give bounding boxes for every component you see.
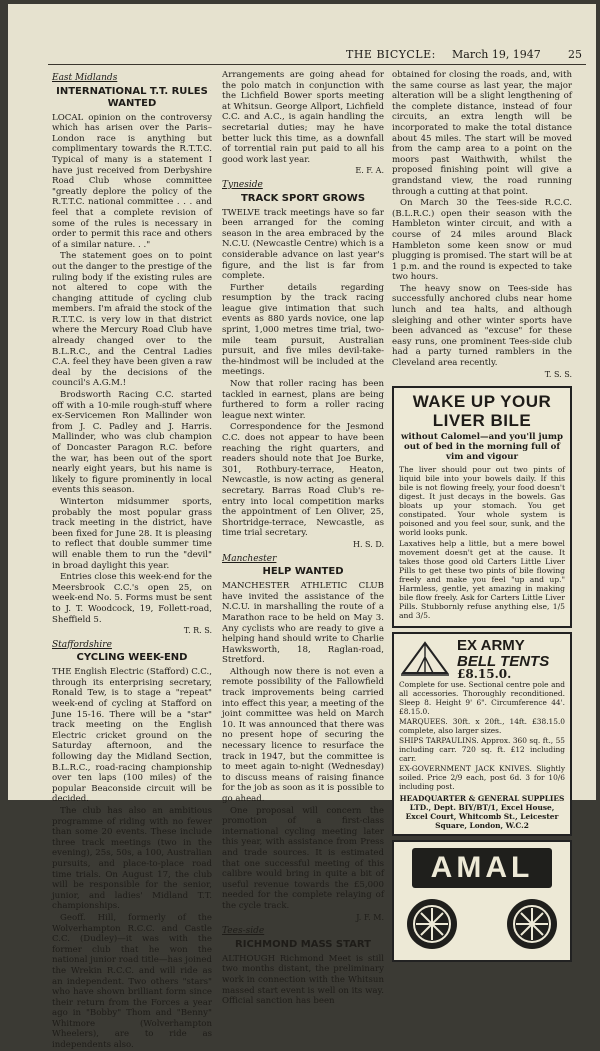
article-headline: CYCLING WEEK-END [76,652,188,664]
article-headline: TRACK SPORT GROWS [240,192,366,204]
advert-subheadline: without Calomel—and you'll jump out of bed in the morning full of vim and vigour [400,432,564,463]
author-initials: T. S. S. [544,369,572,379]
advert-body: The liver should pour out two pints of liquid bile into your bowels daily. If this bile is not flowing freely, your food doesn't digest. It just decays in the bowels. Gas bloats up your stomach. You get constipated. Your whole system is poisoned and you feel sour, sunk, and the world looks punk. [399,465,565,538]
paragraph: On March 30 the Tees-side R.C.C. (B.L.R.C.) open their season with the Hambleton winter circuit, and with a course of 24 miles around Black Hambleton some keen snow or mud plugging is promised. The start will be at 1 p.m. and the round is expected to take two hours. [392,198,572,283]
paragraph: Arrangements are going ahead for the polo match in conjunction with the Lichfield Bower sports meeting at Whitsun. George Allport, Lichfield C.C. and A.C., is again handling the secretarial duties; may he have better luck this time, as a downfall of torrential rain put paid to all his good work last year. [222,70,384,165]
paragraph: Brodsworth Racing C.C. started off with a 10-mile rough-stuff where ex-Servicemen Ron Mallinder won from J. C. Padley and J. Harris. Mallinder, who was club champion of Doncaster Paragon R.C. before the war, has been out of the sport nearly eight years, but his name is likely to figure prominently in local events this season. [52,390,212,496]
section-label: Tyneside [222,179,263,190]
paragraph: Winterton midsummer sports, probably the most popular grass track meeting in the district, have been fixed for June 28. It is pleasing to reflect that double summer time will enable them to run the "devil" in broad daylight this year. [52,496,212,571]
section-label: Staffordshire [52,639,112,650]
publication-title: THE BICYCLE: [346,48,436,61]
advert-line: EX-GOVERNMENT JACK KNIVES. Slightly soiled. Price 2/9 each, post 6d. 3 for 10/6 including post. [399,764,565,792]
column-1 [52,70,213,1051]
paragraph: One proposal will concern the promotion of a first-class international cycling meeting later this year, with assistance from Press and trade sources. It is estimated that one successful meeting of this calibre would bring in quite a bit of useful revenue towards the £5,000 needed for the complete relaying of the cycle track. [222,805,384,911]
paragraph: The statement goes on to point out the danger to the prestige of the ruling body if the existing rules are not altered to cope with the changing attitude of cycling club members. I'm afraid the stock of the R.T.T.C. is very low in that district where the Mercury Road Club have already changed over to the B.L.R.C., and the Central Ladies C.A. feel they have been given a raw deal by the decisions of the council's A.G.M.! [52,251,212,389]
amal-logo: AMAL [412,848,552,888]
author-initials: T. R. S. [183,626,212,636]
amal-advert [392,840,572,962]
section-label: Tees-side [222,926,265,937]
author-initials: J. F. M. [356,912,384,922]
advert-price: £8.15.0. [457,667,512,682]
advert-address: HEADQUARTER & GENERAL SUPPLIES LTD., Dept. BIY/BT/1, Excel House, Excel Court, Whitcomb St., Leicester Square, London, W.C.2 [399,794,565,831]
paragraph: THE English Electric (Stafford) C.C., through its enterprising secretary, Ronald Tew, is to stage a "repeat" week-end of cycling at Stafford on June 15-16. There will be a "star" track meeting on the English Electric cricket ground on the Saturday afternoon, and the following day the Midland Section, B.L.R.C., road-racing championship over ten laps (100 miles) of the popular Beaconside circuit will be decided. [52,667,213,805]
paragraph: MANCHESTER ATHLETIC CLUB have invited the assistance of the N.C.U. in marshalling the route of a Marathon race to be held on May 3. Any cyclists who are ready to give a helping hand should write to Charlie Hawksworth, 18, Raglan-road, Stretford. [222,581,384,666]
bell-tents-advert [392,632,572,836]
column-3 [392,70,572,885]
section-label: Manchester [222,553,277,564]
paragraph: Correspondence for the Jesmond C.C. does not appear to have been reaching the right quarters, and readers should note that Joe Burke, 301, Rothbury-terrace, Heaton, Newcastle, is now acting as general secretary. Barras Road Club's re-entry into local competition marks the appointment of Len Oliver, 25, Shortridge-terrace, Newcastle, as time trial secretary. [222,422,384,539]
tent-icon [399,641,451,677]
magazine-page [8,4,596,1051]
paragraph: ALTHOUGH Richmond Meet is still two months distant, the preliminary work in connection with the Whitsun massed start event is well on its way. Official sanction has been [222,953,384,1007]
paragraph: LOCAL opinion on the controversy which has arisen over the Paris–London race is anything but complimentary towards the R.T.T.C. Typical of many is a statement I have just received from Derbyshire Road Club whose committee "greatly deplore the policy of the R.T.T.C. national committee . . . and feel that a complete revision of some of the rules is necessary in order to permit this race and others of a similar nature. . ." [52,112,212,250]
advert-body: Laxatives help a little, but a mere bowel movement doesn't get at the cause. It takes those good old Carters Little Liver Pills to get these two pints of bile flowing freely and make you feel "up and up." Harmless, gentle, yet amazing in making bile flow freely. Ask for Carters Little Liver Pills. Stubbornly refuse anything else, 1/5 and 3/5. [399,539,565,621]
liver-pills-advert [392,386,572,628]
advert-headline: EX ARMY [457,637,525,655]
column-2 [222,70,384,1007]
advert-headline: BELL TENTS [457,653,550,671]
paragraph: TWELVE track meetings have so far been arranged for the coming season in the area embraced by the N.C.U. (Newcastle Centre) which is a considerable advance on last year's figure, and the list is far from complete. [222,207,384,282]
header-rule [48,64,586,65]
paragraph: The club has also an ambitious programme of riding with no fewer than some 20 events. These include three track meetings (two in the evening), 25s, 50s, a 100, Australian pursuits, and place-to-place road time trials. On August 17, the club will be responsible for the senior, junior, and ladies' Midland T.T. championships. [52,806,212,912]
paragraph: Entries close this week-end for the Meersbrook C.C.'s open 25, on week-end No. 5. Forms must be sent to J. T. Woodcock, 19, Follett-road, Sheffield 5. [52,572,212,625]
advert-headline: WAKE UP YOUR LIVER BILE [412,392,552,431]
page-number: 25 [568,48,582,61]
advert-line: SHIPS TARPAULINS. Approx. 360 sq. ft., 55 including carr. 720 sq. ft. £12 including carr. [399,736,565,764]
paragraph: obtained for closing the roads, and, with the same course as last year, the major alteration will be a slight lengthening of the complete distance, instead of four circuits, an extra length will be incorporated to make the total distance about 45 miles. The start will be moved from the camp area to a point on the moors past Waithwith, whilst the proposed finishing point will give a grandstand view, the road running through a cutting at that point. [392,70,572,197]
paragraph: Geoff. Hill, formerly of the Wolverhampton R.C.C. and Castle C.C. (Dudley)—it was with the former club that he won the national junior road title—has joined the Wrekin R.C.C. and will ride as an independent. Two others "stars" who have shown brilliant form since their return from the Forces a year ago in "Bobby" Thom and "Benny" Whitmore (Wolverhampton Wheelers), are to ride as independents also. [52,912,212,1051]
article-headline: INTERNATIONAL T.T. RULES WANTED [56,85,208,109]
advert-line: Complete for use. Sectional centre pole and all accessories. Thoroughly reconditioned. Sleep 8. Height 9' 6". Circumference 44'. £8.15.0. [399,680,565,717]
issue-date: March 19, 1947 [452,48,541,61]
amal-emblem-icon [404,896,460,952]
paragraph: Further details regarding resumption by the track racing league give intimation that such events as 880 yards novice, one lap sprint, 1,000 metres time trial, two-mile team pursuit, Australian pursuit, and five miles devil-take-the-hindmost will be included at the meetings. [222,282,384,378]
page-header [48,48,586,64]
advert-line: MARQUEES. 30ft. x 20ft., 14ft. £38.15.0 complete, also larger sizes. [399,717,565,736]
paragraph: Now that roller racing has been tackled in earnest, plans are being furthered to form a roller racing league next winter. [222,379,384,421]
amal-emblem-icon [504,896,560,952]
author-initials: H. S. D. [352,539,384,549]
paragraph: The heavy snow on Tees-side has successfully anchored clubs near home lunch and tea halts, and although sleighing and other winter sports have been advanced as "excuse" for these easy runs, one prominent Tees-side club had a party turned ramblers in the Cleveland area recently. [392,283,572,369]
author-initials: E. F. A. [355,166,384,176]
section-label: East Midlands [52,73,118,83]
article-headline: RICHMOND MASS START [235,938,371,950]
paragraph: Although now there is not even a remote possibility of the Fallowfield track improvements being carried into effect this year, a meeting of the joint committee was held on March 10. It was announced that there was no present hope of securing the necessary licence to resurface the track in 1947, but the committee is to meet again to-night (Wednesday) to discuss means of raising finance for the job as soon as it is possible to go ahead. [222,666,384,804]
article-headline: HELP WANTED [262,566,344,578]
